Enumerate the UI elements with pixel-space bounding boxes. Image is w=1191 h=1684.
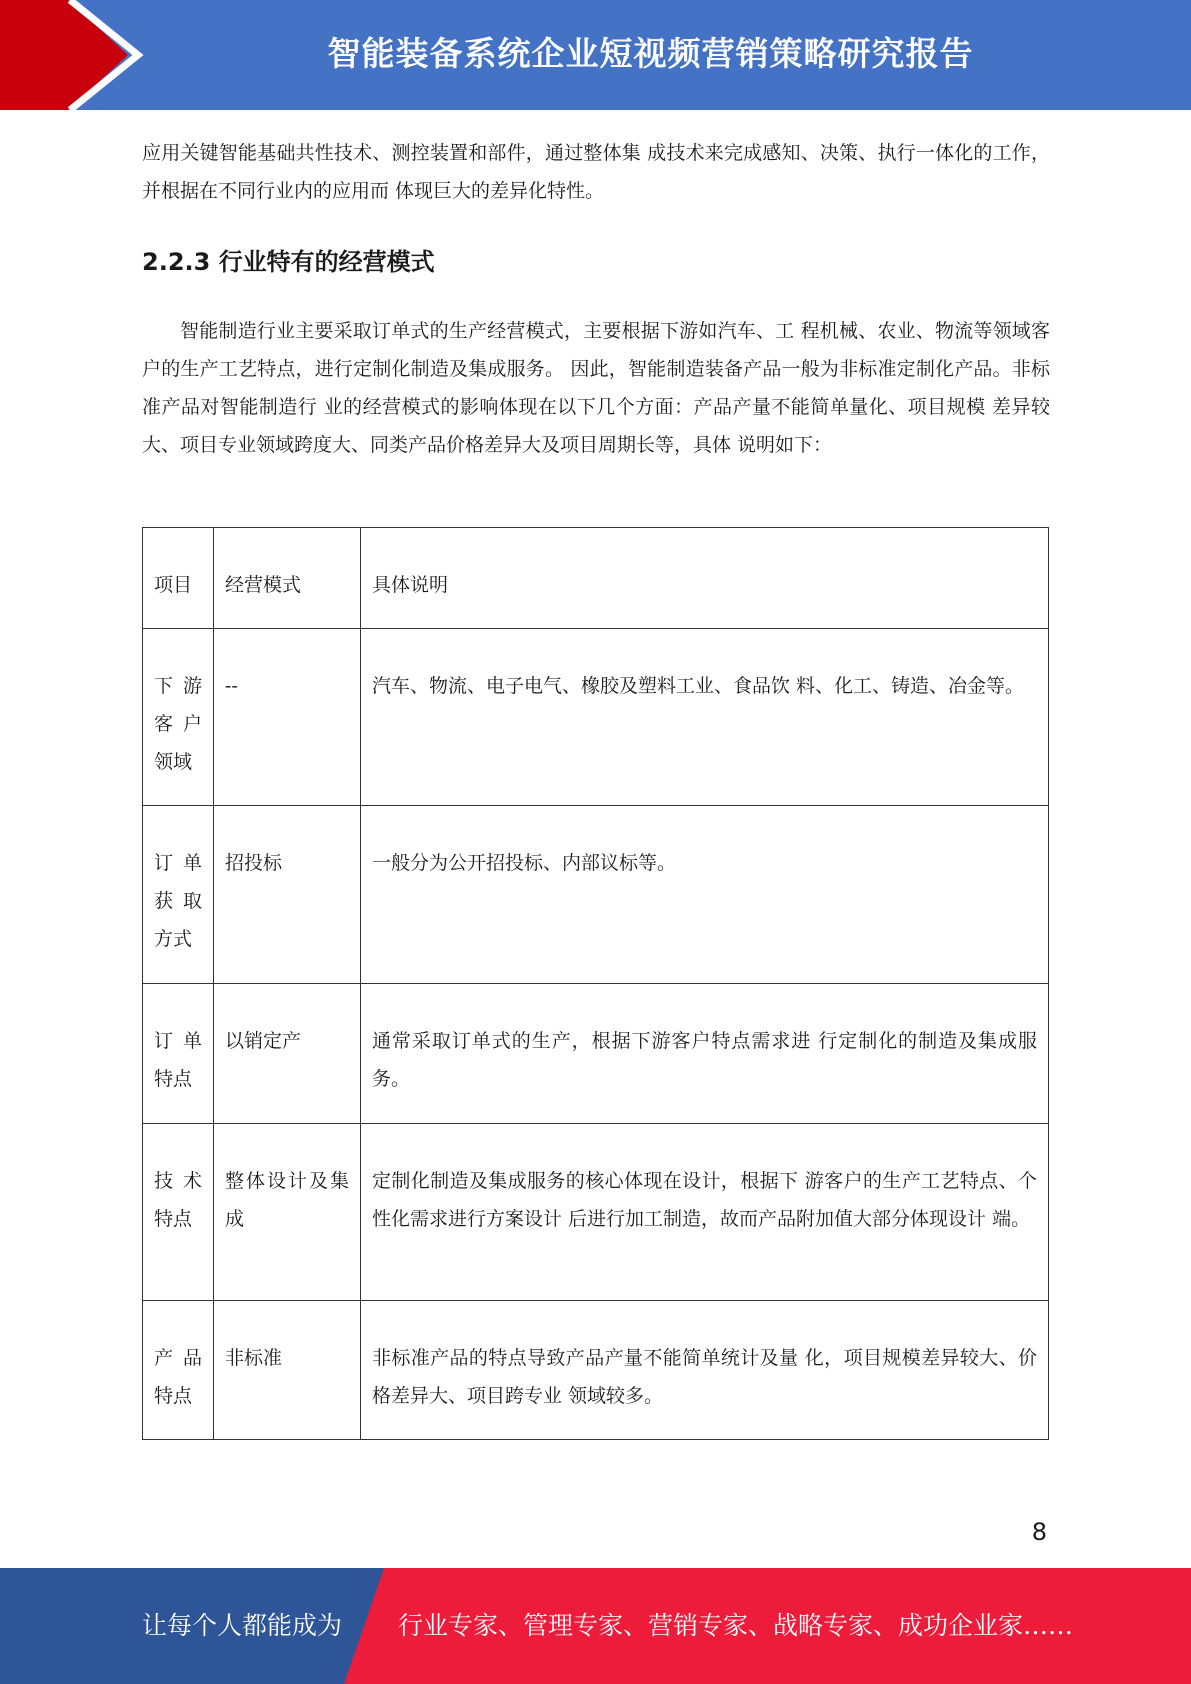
table-cell-desc: 汽车、物流、电子电气、橡胶及塑料工业、食品饮 料、化工、铸造、冶金等。 bbox=[361, 629, 1049, 806]
table-row bbox=[143, 984, 1049, 1124]
table-header-cell: 具体说明 bbox=[361, 528, 1049, 629]
page-header bbox=[0, 0, 1191, 110]
footer-slogan-right: 行业专家、管理专家、营销专家、战略专家、成功企业家…… bbox=[398, 1611, 1074, 1640]
table-header-cell: 经营模式 bbox=[214, 528, 361, 629]
business-model-table bbox=[142, 527, 1049, 1440]
document-title: 智能装备系统企业短视频营销策略研究报告 bbox=[327, 34, 974, 73]
table-row bbox=[143, 629, 1049, 806]
table-cell-item: 技术特点 bbox=[143, 1124, 214, 1301]
table-cell-item: 下游客户领域 bbox=[143, 629, 214, 806]
intro-paragraph: 应用关键智能基础共性技术、测控装置和部件，通过整体集 成技术来完成感知、决策、执行一体化的工作，并根据在不同行业内的应用而 体现巨大的差异化特性。 bbox=[142, 142, 1050, 202]
page-number: 8 bbox=[1031, 1518, 1047, 1546]
header-red-arrow bbox=[0, 0, 128, 110]
table-cell-mode: -- bbox=[214, 629, 361, 806]
table-cell-mode: 非标准 bbox=[214, 1301, 361, 1440]
table-header-row bbox=[143, 528, 1049, 629]
table-row bbox=[143, 1124, 1049, 1301]
table-cell-item: 订单特点 bbox=[143, 984, 214, 1124]
table-cell-item: 订单获取方式 bbox=[143, 806, 214, 984]
table-header-cell: 项目 bbox=[143, 528, 214, 629]
table-cell-mode: 以销定产 bbox=[214, 984, 361, 1124]
table-cell-desc: 定制化制造及集成服务的核心体现在设计，根据下 游客户的生产工艺特点、个性化需求进行方案设计 后进行加工制造，故而产品附加值大部分体现设计 端。 bbox=[361, 1124, 1049, 1301]
table-row bbox=[143, 1301, 1049, 1440]
page-content bbox=[142, 134, 1050, 464]
table-cell-item: 产品特点 bbox=[143, 1301, 214, 1440]
table-cell-mode: 整体设计及集成 bbox=[214, 1124, 361, 1301]
table-cell-desc: 通常采取订单式的生产，根据下游客户特点需求进 行定制化的制造及集成服务。 bbox=[361, 984, 1049, 1124]
table-row bbox=[143, 806, 1049, 984]
table-cell-desc: 一般分为公开招投标、内部议标等。 bbox=[361, 806, 1049, 984]
table-cell-mode: 招投标 bbox=[214, 806, 361, 984]
footer-slogan-left: 让每个人都能成为 bbox=[142, 1611, 343, 1640]
section-heading: 2.2.3 行业特有的经营模式 bbox=[142, 248, 435, 276]
table-cell-desc: 非标准产品的特点导致产品产量不能简单统计及量 化，项目规模差异较大、价格差异大、项目跨专业 领域较多。 bbox=[361, 1301, 1049, 1440]
page-footer bbox=[0, 1568, 1191, 1684]
body-paragraph: 智能制造行业主要采取订单式的生产经营模式，主要根据下游如汽车、工 程机械、农业、物流等领域客户的生产工艺特点，进行定制化制造及集成服务。 因此，智能制造装备产品一般为非标准定制化产品。非标准产品对智能制造行 业的经营模式的影响体现在以下几个方面：产品产量不能简单量化、项目规模 差异较大、项目专业领域跨度大、同类产品价格差异大及项目周期长等，具体 说明如下： bbox=[142, 320, 1050, 456]
